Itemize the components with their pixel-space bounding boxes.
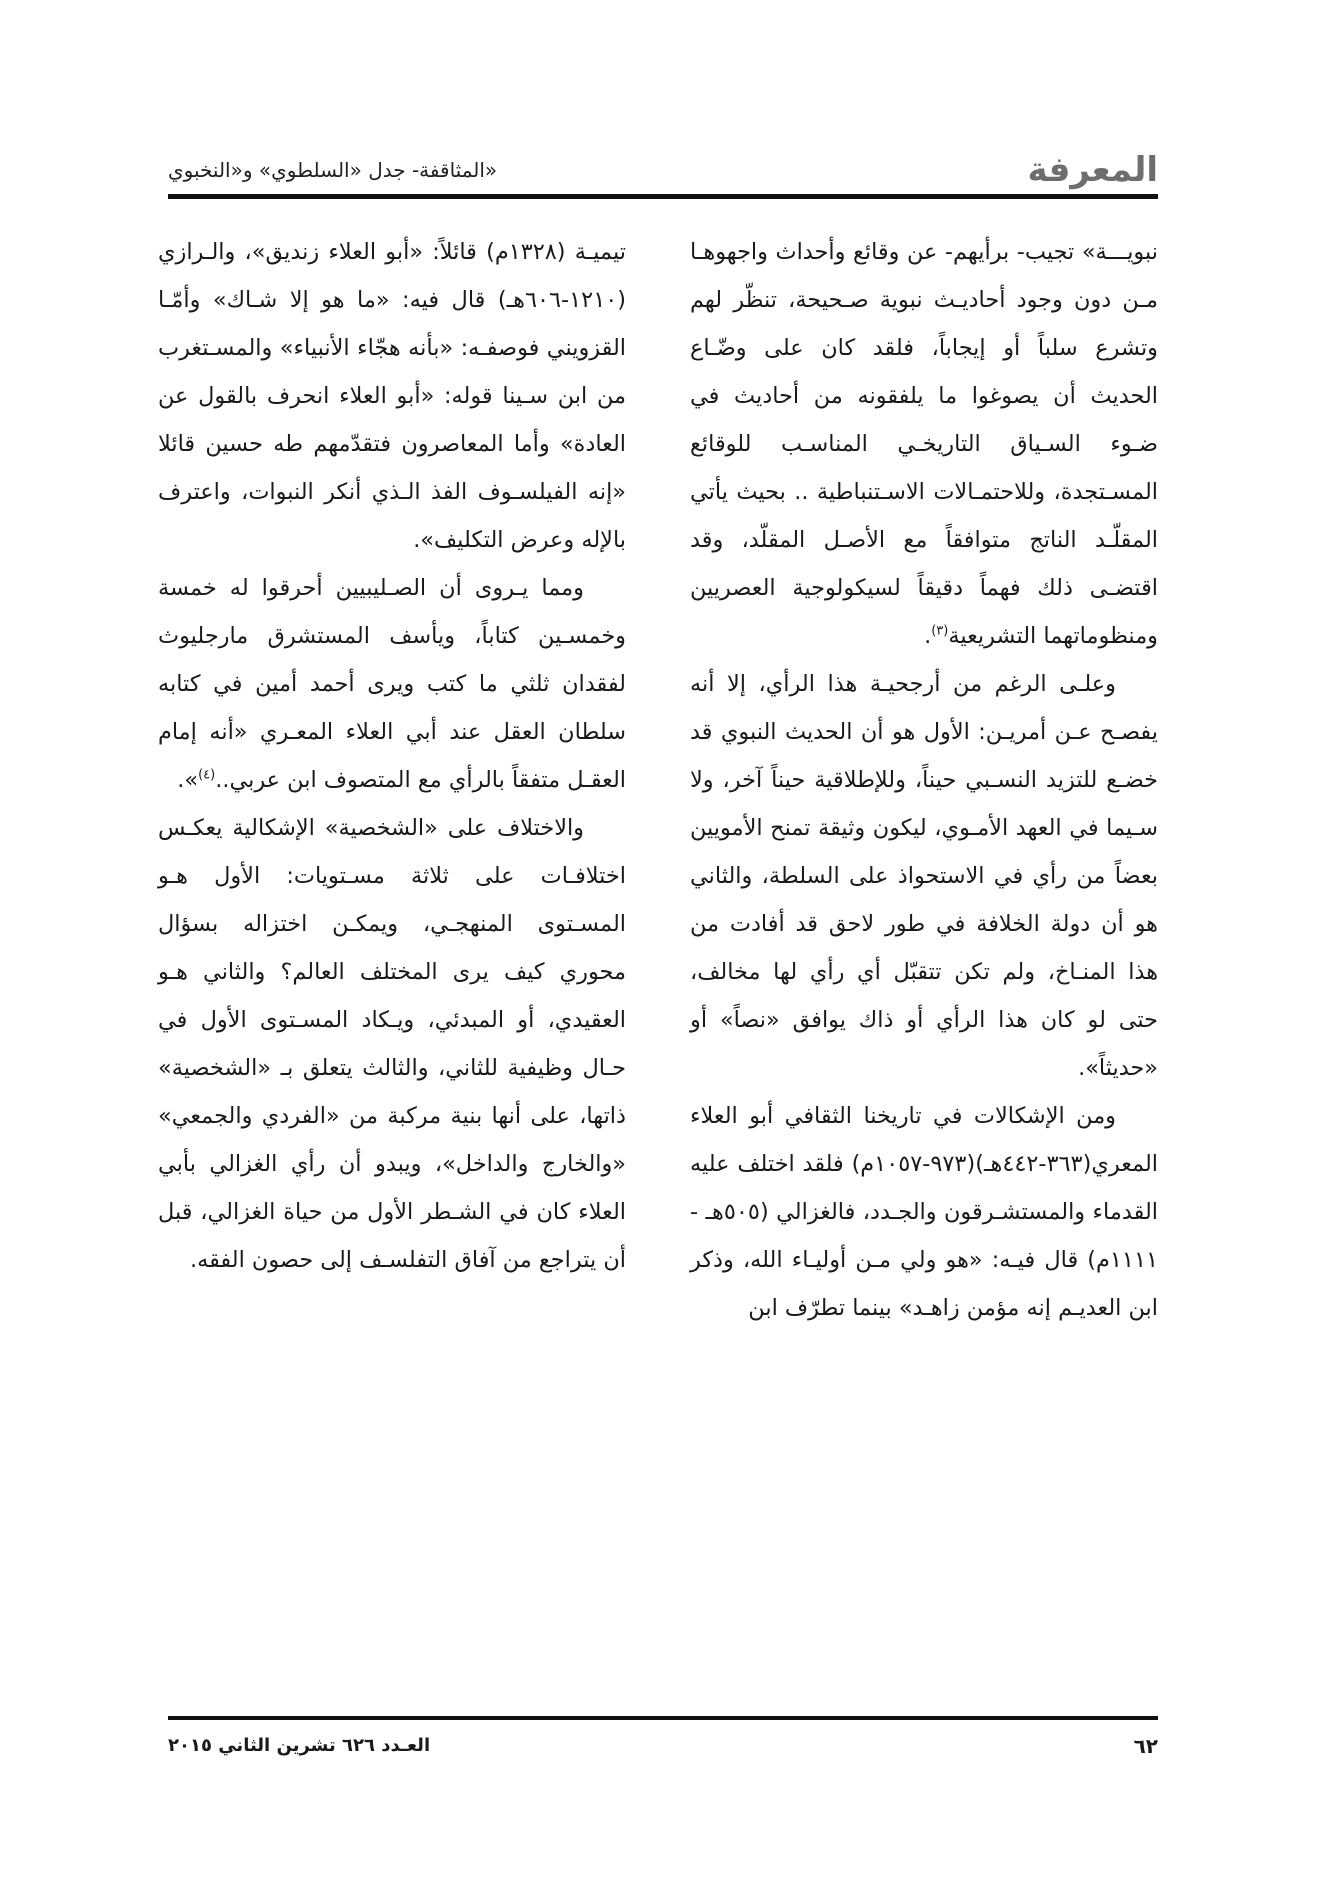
issue-info: العـدد ٦٢٦ تشرين الثاني ٢٠١٥ bbox=[168, 1735, 431, 1756]
paragraph: ومن الإشكالات في تاريخنا الثقافي أبو العلاء المعري(٣٦٣-٤٤٢هـ)(٩٧٣-١٠٥٧م) فلقد اختلف عليه القدماء والمستشـرقون والجـدد، فالغزالي (٥٠٥هـ - ١١١١م) قال فيـه: «هو ولي مـن أوليـاء الله، وذكر ابن العديـم إنه مؤمن زاهـد» بينما تطرّف ابن bbox=[690, 1103, 1158, 1321]
paragraph bbox=[158, 564, 626, 804]
paragraph-text: نبويـــة» تجيب- برأيهم- عن وقائع وأحداث واجهوهـا مـن دون وجود أحاديـث نبوية صـحيحة، تنظّر لهم وتشرع سلباً أو إيجاباً، فلقد كان على وضّـاع الحديث أن يصوغوا ما يلفقونه من أحاديث في ضـوء السـياق التاريخـي المناسـب للوقائع المسـتجدة، وللاحتمـالات الاسـتنباطية .. بحيث يأتي المقلّـد الناتج متوافقاً مع الأصـل المقلّد، وقد اقتضـى ذلك فهماً دقيقاً لسيكولوجية العصريين ومنظوماتهما التشريعية bbox=[690, 239, 1158, 649]
paragraph-text: ومما يـروى أن الصـليبيين أحرقوا له خمسة وخمسـين كتاباً، ويأسف المستشرق مارجليوث لفقدان ثلثي ما كتب ويرى أحمد أمين في كتابه سلطان العقل عند أبي العلاء المعـري «أنه إمام العقـل متفقاً بالرأي مع المتصوف ابن عربي.. bbox=[158, 575, 626, 793]
left-column bbox=[158, 228, 626, 1284]
magazine-logo: المعرفة bbox=[1027, 150, 1158, 190]
page-number: ٦٢ bbox=[1133, 1734, 1158, 1758]
paragraph-end: . bbox=[924, 623, 932, 649]
running-title: المثاقفة- جدل «السلطوي» و«النخبوي» bbox=[168, 158, 498, 182]
page-footer bbox=[168, 1728, 1158, 1764]
paragraph-end: ». bbox=[177, 767, 199, 793]
footnote-ref: (٣) bbox=[931, 623, 949, 639]
paragraph: وعلـى الرغم من أرجحيـة هذا الرأي، إلا أنه يفصـح عـن أمريـن: الأول هو أن الحديث النبوي قد خضـع للتزيد النسـبي حيناً، وللإطلاقية حيناً آخر، ولا سـيما في العهد الأمـوي، ليكون وثيقة تمنح الأمويين بعضاً من رأي في الاستحواذ على السلطة، والثاني هو أن دولة الخلافة في طور لاحق قد أفادت من هذا المنـاخ، ولم تكن تتقبّل أي رأي لها مخالف، حتى لو كان هذا الرأي أو ذاك يوافق «نصاً» أو «حديثاً». bbox=[690, 671, 1158, 1081]
paragraph: تيميـة (١٣٢٨م) قائلاً: «أبو العلاء زنديق»، والـرازي (١٢١٠-٦٠٦هـ) قال فيه: «ما هو إلا شـاك» وأمّـا القزويني فوصفـه: «بأنه هجّاء الأنبياء» والمسـتغرب من ابن سـينا قوله: «أبو العلاء انحرف بالقول عن العادة» وأما المعاصرون فتقدّمهم طه حسين قائلا «إنه الفيلسـوف الفذ الـذي أنكر النبوات، واعترف بالإله وعرض التكليف». bbox=[158, 239, 626, 553]
paragraph bbox=[690, 228, 1158, 660]
footnote-ref: (٤) bbox=[198, 767, 216, 783]
paragraph: والاختلاف على «الشخصية» الإشكالية يعكـس اختلافـات على ثلاثة مسـتويات: الأول هـو المسـتوى المنهجـي، ويمكـن اختزاله بسؤال محوري كيف يرى المختلف العالم؟ والثاني هـو العقيدي، أو المبدئي، ويـكاد المسـتوى الأول في حـال وظيفية للثاني، والثالث يتعلق بـ «الشخصية» ذاتها، على أنها بنية مركبة من «الفردي والجمعي» «والخارج والداخل»، ويبدو أن رأي الغزالي بأبي العلاء كان في الشـطر الأول من حياة الغزالي، قبل أن يتراجع من آفاق التفلسـف إلى حصون الفقه. bbox=[158, 815, 626, 1273]
footer-rule bbox=[168, 1716, 1158, 1720]
page-header bbox=[168, 150, 1158, 192]
header-rule bbox=[168, 194, 1158, 199]
right-column bbox=[690, 228, 1158, 1332]
